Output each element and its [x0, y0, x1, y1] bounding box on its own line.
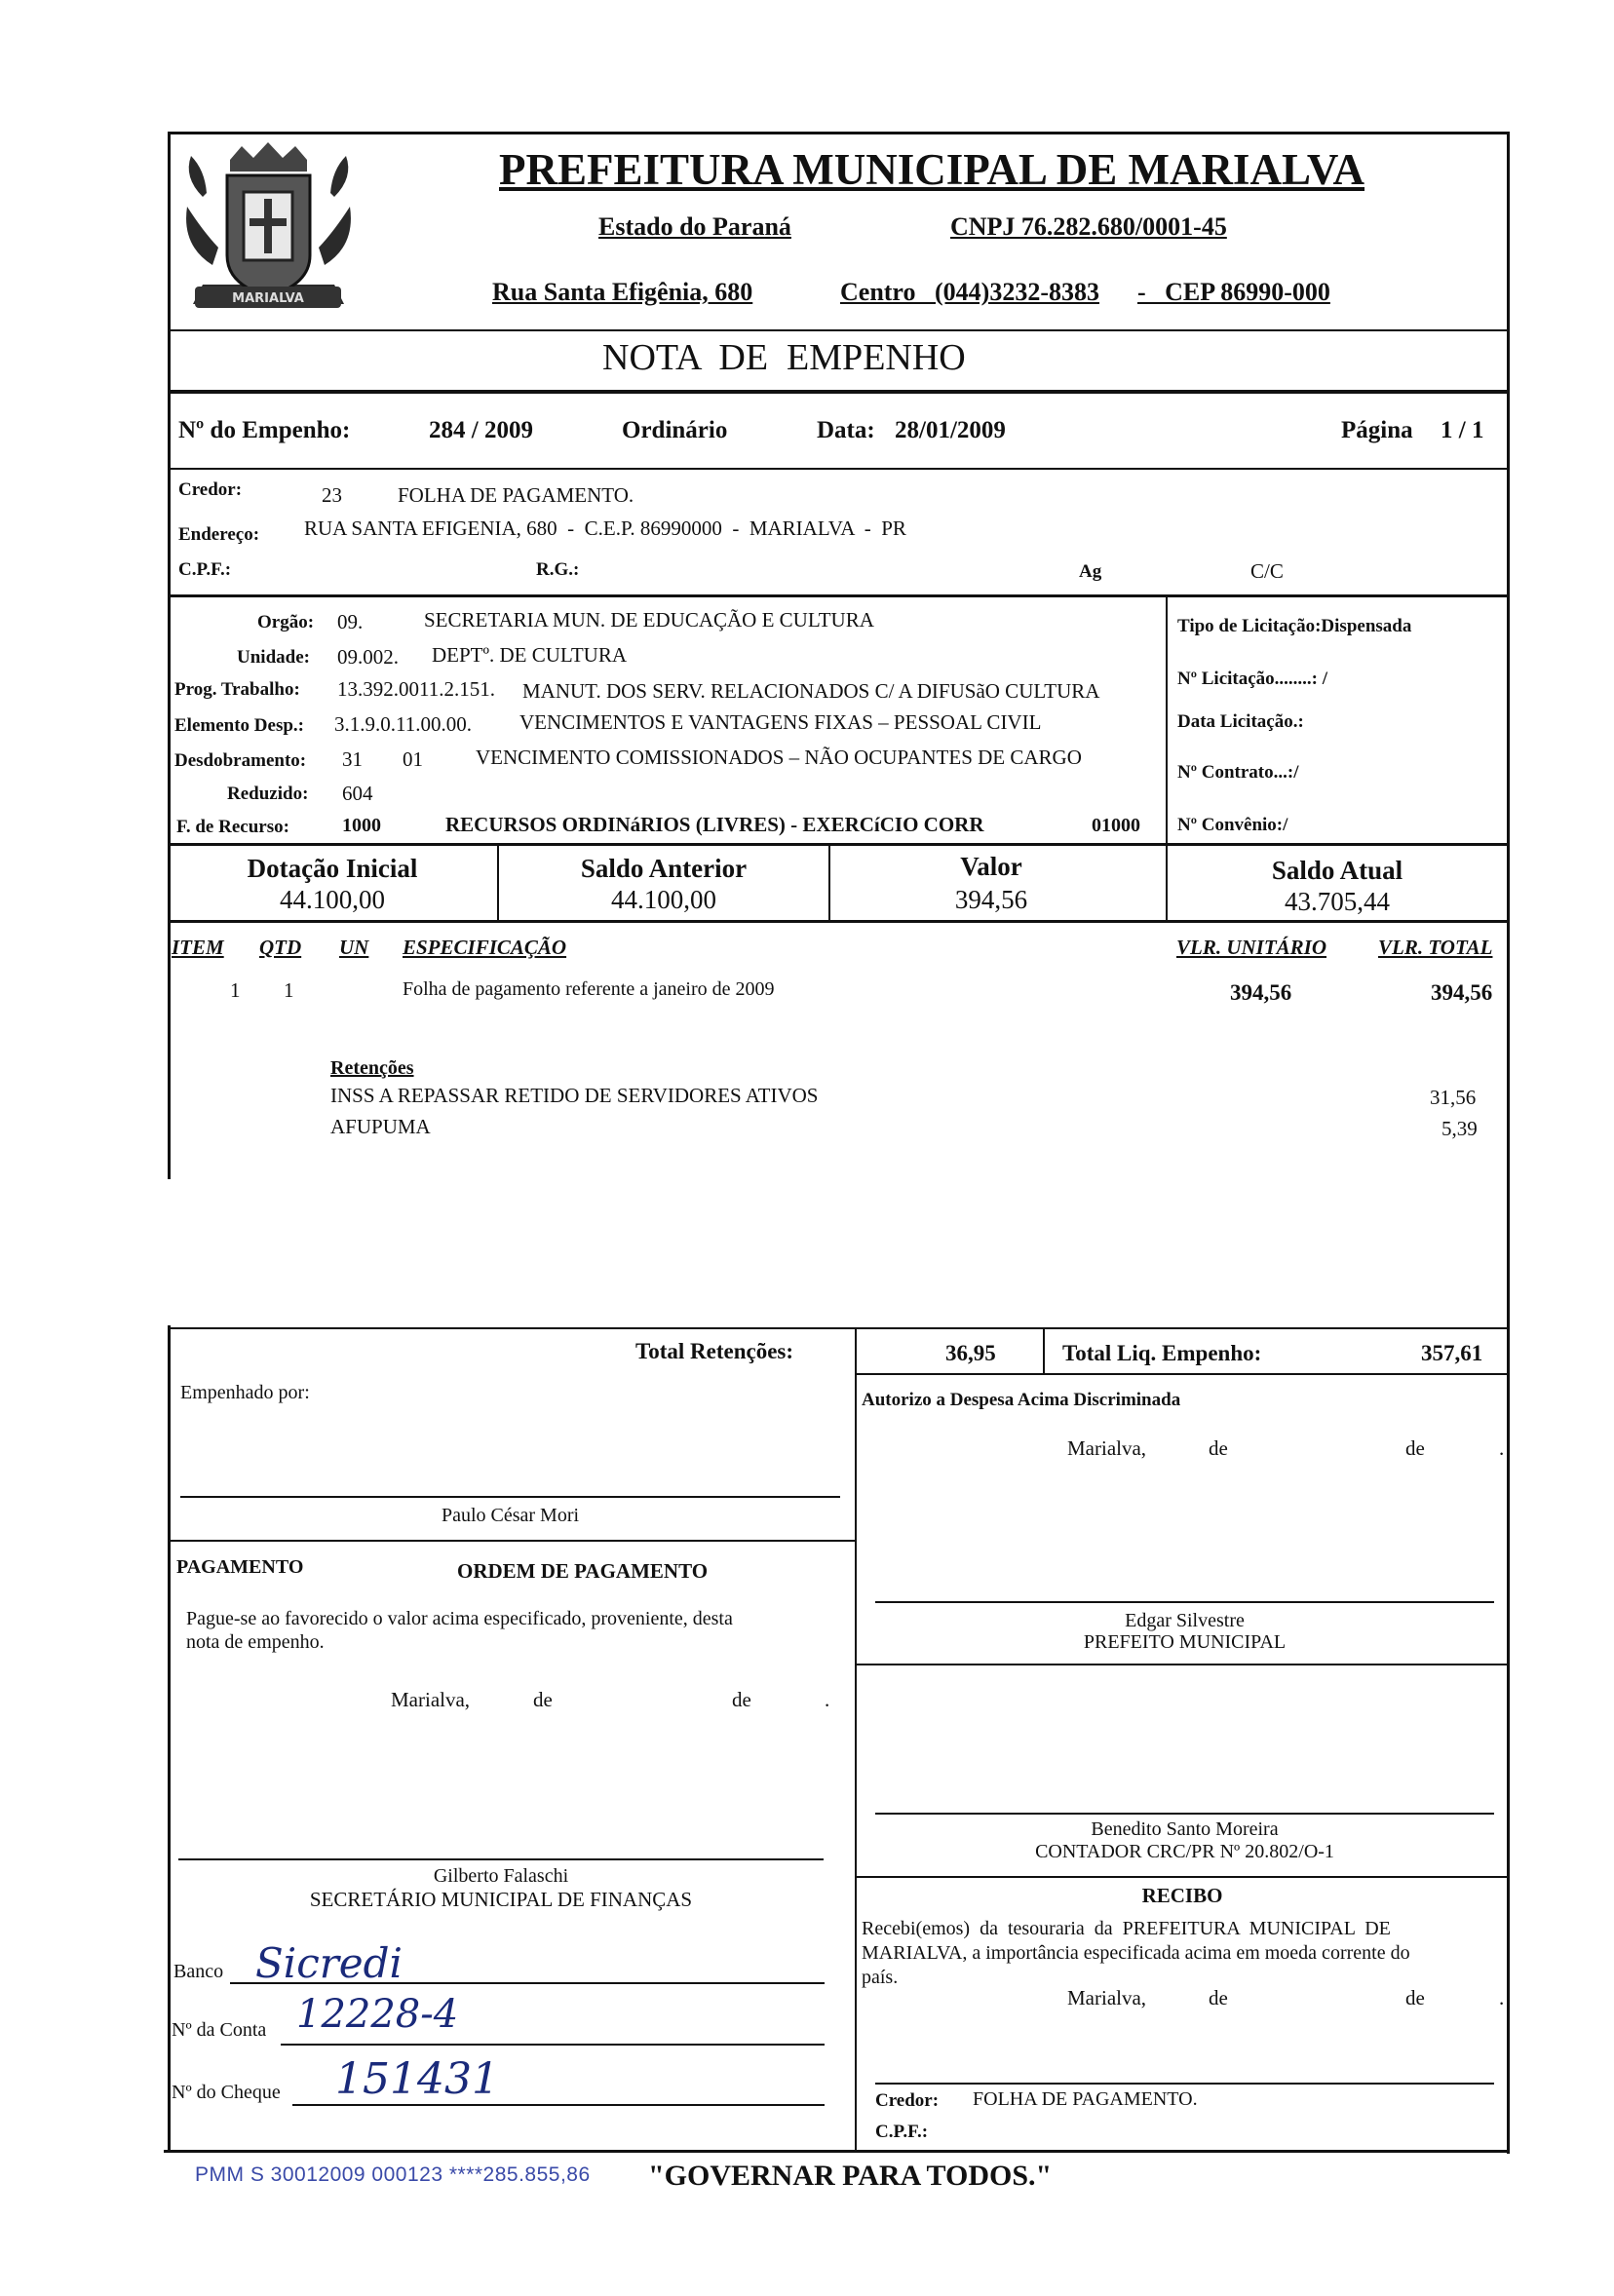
frame-right	[1507, 132, 1510, 2154]
saldo-anterior-value: 44.100,00	[611, 885, 716, 914]
credor-code: 23	[322, 483, 342, 507]
licitacao-convenio: Nº Convênio:/	[1177, 815, 1288, 835]
valor-label: Valor	[960, 852, 1022, 881]
licitacao-tipo: Tipo de Licitação:Dispensada	[1177, 616, 1412, 636]
document-title: NOTA DE EMPENHO	[602, 337, 966, 378]
header-district-phone: Centro (044)3232-8383	[840, 278, 1099, 306]
item-spec: Folha de pagamento referente a janeiro de 2009	[403, 978, 775, 1000]
contador-name: Benedito Santo Moreira	[1091, 1818, 1279, 1840]
rule-pagamento	[168, 1540, 855, 1542]
item-unit-value: 394,56	[1230, 980, 1292, 1005]
banco-label: Banco	[173, 1961, 224, 1982]
header-state: Estado do Paraná	[598, 212, 791, 241]
autorizo-label: Autorizo a Despesa Acima Discriminada	[862, 1390, 1181, 1410]
header-title: PREFEITURA MUNICIPAL DE MARIALVA	[499, 145, 1365, 194]
saldo-anterior-label: Saldo Anterior	[580, 854, 748, 883]
cheque-label: Nº do Cheque	[172, 2082, 281, 2103]
pagamento-text-1: Pague-se ao favorecido o valor acima especificado, proveniente, desta	[186, 1608, 733, 1629]
recurso-sub: 01000	[1092, 815, 1140, 836]
footer-motto: "GOVERNAR PARA TODOS."	[648, 2160, 1053, 2192]
conta-handwritten: 12228-4	[296, 1992, 459, 2037]
rule-totais-mid	[1043, 1327, 1045, 1374]
dotacao-label: Dotação Inicial	[247, 854, 418, 883]
unidade-label: Unidade:	[237, 647, 310, 668]
retencao-afupuma: AFUPUMA	[330, 1115, 431, 1138]
frame-bottom	[164, 2150, 1510, 2153]
empenhado-name: Paulo César Mori	[441, 1505, 580, 1526]
valor-value: 394,56	[954, 885, 1028, 914]
frame-top	[168, 132, 1510, 134]
dotacao-value: 44.100,00	[280, 885, 385, 914]
page-number: 1 / 1	[1441, 417, 1484, 443]
rule-credor	[168, 594, 1510, 597]
desdobramento-name: VENCIMENTO COMISSIONADOS – NÃO OCUPANTES DE CARGO	[476, 746, 1082, 769]
unidade-name: DEPTº. DE CULTURA	[432, 643, 627, 667]
ordem-pagamento-label: ORDEM DE PAGAMENTO	[457, 1559, 709, 1583]
retencao-afupuma-value: 5,39	[1441, 1117, 1478, 1140]
secretario-role: SECRETÁRIO MUNICIPAL DE FINANÇAS	[309, 1888, 693, 1911]
rule-totais	[168, 1327, 1510, 1329]
recibo-line-2: MARIALVA, a importância especificada acima em moeda corrente do	[862, 1942, 1410, 1964]
desdobramento-sub: 01	[403, 747, 423, 771]
recibo-title: RECIBO	[1141, 1884, 1223, 1907]
prog-name: MANUT. DOS SERV. RELACIONADOS C/ A DIFUSãO CULTURA	[522, 679, 1100, 703]
rule-saldos-top	[168, 843, 1510, 846]
total-retencoes-value: 36,95	[945, 1341, 996, 1365]
total-liq-value: 357,61	[1421, 1341, 1483, 1365]
item-qtd: 1	[284, 978, 294, 1002]
prog-code: 13.392.0011.2.151.	[337, 677, 495, 701]
prog-label: Prog. Trabalho:	[174, 679, 300, 700]
recibo-credor-name: FOLHA DE PAGAMENTO.	[973, 2088, 1198, 2110]
cheque-handwritten: 151431	[335, 2054, 499, 2104]
retencao-inss: INSS A REPASSAR RETIDO DE SERVIDORES ATIVOS	[330, 1084, 819, 1107]
saldo-atual-label: Saldo Atual	[1271, 856, 1403, 885]
saldo-atual-value: 43.705,44	[1285, 887, 1390, 916]
autorizo-dot: .	[1499, 1436, 1505, 1460]
rule-empenho	[168, 468, 1510, 470]
pagamento-city: Marialva,	[391, 1688, 471, 1711]
pagamento-label: PAGAMENTO	[176, 1556, 304, 1578]
credor-address: RUA SANTA EFIGENIA, 680 - C.E.P. 86990000 - MARIALVA - PR	[304, 517, 906, 540]
col-qtd: QTD	[259, 936, 302, 959]
retencao-inss-value: 31,56	[1430, 1086, 1477, 1109]
pagamento-de2: de	[732, 1688, 751, 1711]
col-item: ITEM	[172, 936, 224, 959]
empenhado-label: Empenhado por:	[180, 1382, 310, 1403]
recibo-line-3: país.	[862, 1967, 899, 1988]
cc-label: C/C	[1250, 559, 1284, 583]
municipal-emblem	[173, 138, 364, 325]
pagamento-text-2: nota de empenho.	[186, 1631, 325, 1653]
autorizo-city: Marialva,	[1067, 1436, 1147, 1460]
licitacao-numero: Nº Licitação........: /	[1177, 669, 1328, 689]
empenhado-signature-line	[180, 1496, 840, 1498]
secretario-signature-line	[178, 1858, 824, 1860]
recibo-cpf-label: C.P.F.:	[875, 2122, 929, 2142]
empenho-number-label: Nº do Empenho:	[178, 417, 351, 443]
desdobramento-code: 31	[342, 747, 363, 771]
orgao-code: 09.	[337, 610, 364, 633]
licitacao-data: Data Licitação.:	[1177, 711, 1304, 732]
address-label: Endereço:	[178, 524, 260, 545]
col-un: UN	[339, 936, 369, 959]
secretario-name: Gilberto Falaschi	[433, 1865, 569, 1887]
recibo-dot: .	[1499, 1986, 1505, 2009]
empenho-type: Ordinário	[622, 417, 728, 443]
total-retencoes-label: Total Retenções:	[635, 1339, 794, 1363]
recibo-de2: de	[1405, 1986, 1425, 2009]
conta-line	[281, 2044, 825, 2046]
elemento-name: VENCIMENTOS E VANTAGENS FIXAS – PESSOAL CIVIL	[519, 710, 1042, 734]
elemento-code: 3.1.9.0.11.00.00.	[334, 712, 472, 736]
rule-title	[168, 390, 1510, 394]
prefeito-name: Edgar Silvestre	[1125, 1610, 1245, 1631]
item-number: 1	[230, 978, 241, 1002]
header-cep: - CEP 86990-000	[1137, 278, 1330, 306]
recibo-credor-label: Credor:	[875, 2090, 940, 2111]
header-street: Rua Santa Efigênia, 680	[492, 278, 753, 306]
cheque-line	[292, 2104, 825, 2106]
orgao-name: SECRETARIA MUN. DE EDUCAÇÃO E CULTURA	[424, 608, 874, 631]
item-total-value: 394,56	[1431, 980, 1493, 1005]
ag-label: Ag	[1079, 561, 1102, 582]
page-label: Página	[1341, 417, 1413, 443]
rule-saldos-bottom	[168, 920, 1510, 923]
total-liq-label: Total Liq. Empenho:	[1062, 1341, 1262, 1365]
cpf-label: C.P.F.:	[178, 559, 232, 580]
rule-autorizo	[855, 1373, 1510, 1375]
frame-left-lower	[168, 1325, 171, 2152]
recibo-de1: de	[1209, 1986, 1228, 2009]
col-especificacao: ESPECIFICAÇÃO	[403, 936, 567, 959]
orgao-label: Orgão:	[257, 612, 315, 632]
prefeito-signature-line	[875, 1601, 1494, 1603]
credor-name: FOLHA DE PAGAMENTO.	[398, 483, 634, 507]
recibo-signature-line	[875, 2083, 1494, 2085]
retencoes-title: Retenções	[330, 1057, 414, 1079]
elemento-label: Elemento Desp.:	[174, 715, 304, 736]
footer-stamp: PMM S 30012009 000123 ****285.855,86	[195, 2163, 591, 2186]
recurso-label: F. de Recurso:	[176, 817, 289, 837]
prefeito-role: PREFEITO MUNICIPAL	[1083, 1631, 1287, 1653]
recibo-city: Marialva,	[1067, 1986, 1147, 2009]
unidade-code: 09.002.	[337, 645, 399, 669]
reduzido-label: Reduzido:	[227, 784, 309, 804]
autorizo-de2: de	[1405, 1436, 1425, 1460]
contador-signature-line	[875, 1813, 1494, 1815]
banco-handwritten: Sicredi	[255, 1939, 403, 1987]
pagamento-de1: de	[533, 1688, 553, 1711]
rule-recibo	[855, 1876, 1510, 1878]
conta-label: Nº da Conta	[172, 2019, 267, 2041]
desdobramento-label: Desdobramento:	[174, 750, 307, 771]
pagamento-dot: .	[825, 1688, 830, 1711]
header-cnpj: CNPJ 76.282.680/0001-45	[950, 212, 1227, 241]
reduzido-value: 604	[342, 782, 373, 805]
contador-role: CONTADOR CRC/PR Nº 20.802/O-1	[1035, 1841, 1334, 1862]
recurso-code: 1000	[342, 815, 381, 836]
empenho-date: 28/01/2009	[895, 417, 1006, 443]
frame-left-upper	[168, 132, 171, 1179]
rule-prefeito	[855, 1664, 1510, 1665]
autorizo-de1: de	[1209, 1436, 1228, 1460]
recibo-line-1: Recebi(emos) da tesouraria da PREFEITURA MUNICIPAL DE	[862, 1918, 1391, 1939]
rule-header	[168, 329, 1510, 331]
licitacao-contrato: Nº Contrato...:/	[1177, 762, 1299, 783]
emblem-lettering: MARIALVA	[232, 291, 304, 306]
empenho-number: 284 / 2009	[429, 417, 533, 443]
empenho-date-label: Data:	[817, 417, 875, 443]
credor-label: Credor:	[178, 479, 243, 500]
col-vlr-total: VLR. TOTAL	[1378, 936, 1493, 959]
recurso-name: RECURSOS ORDINáRIOS (LIVRES) - EXERCíCIO CORR	[445, 813, 984, 836]
rule-center	[855, 1327, 857, 2151]
col-vlr-unitario: VLR. UNITÁRIO	[1176, 936, 1327, 959]
rg-label: R.G.:	[536, 559, 580, 580]
